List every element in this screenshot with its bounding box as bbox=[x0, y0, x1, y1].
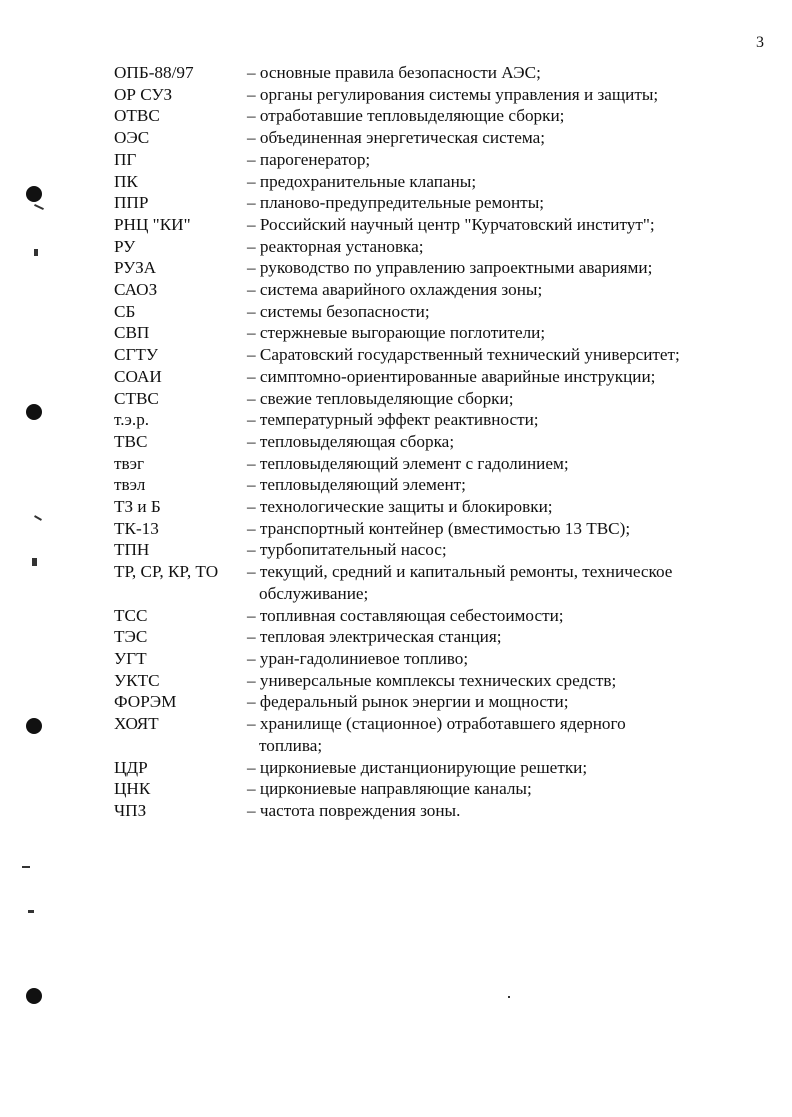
glossary-entry bbox=[114, 344, 754, 366]
definition-text: – федеральный рынок энергии и мощности; bbox=[247, 692, 569, 712]
scan-speck bbox=[34, 249, 38, 256]
definition-text: – руководство по управлению запроектными авариями; bbox=[247, 258, 653, 278]
definition-text: – симптомно-ориентированные аварийные инструкции; bbox=[247, 366, 656, 386]
scan-speck bbox=[34, 515, 42, 521]
definition-text: – турбопитательный насос; bbox=[247, 540, 447, 560]
definition bbox=[247, 214, 754, 236]
definition-text: – Российский научный центр "Курчатовский институт"; bbox=[247, 214, 655, 234]
scan-speck bbox=[28, 910, 34, 913]
glossary-entry bbox=[114, 192, 754, 214]
scan-speck bbox=[22, 866, 30, 868]
definition bbox=[247, 496, 754, 518]
definition-text: – основные правила безопасности АЭС; bbox=[247, 63, 541, 82]
abbreviation: ОПБ-88/97 bbox=[114, 63, 194, 82]
glossary-entry bbox=[114, 62, 754, 84]
glossary-entry bbox=[114, 279, 754, 301]
glossary-entry bbox=[114, 539, 754, 561]
glossary-entry bbox=[114, 691, 754, 713]
definition-text: – температурный эффект реактивности; bbox=[247, 410, 539, 430]
definition-text: – топливная составляющая себестоимости; bbox=[247, 605, 564, 625]
abbreviation: ЧПЗ bbox=[114, 800, 147, 820]
definition bbox=[247, 713, 754, 756]
glossary-entry bbox=[114, 388, 754, 410]
definition-text: – система аварийного охлаждения зоны; bbox=[247, 280, 543, 300]
definition-text: – уран-гадолиниевое топливо; bbox=[247, 648, 469, 668]
definition-text: – частота повреждения зоны. bbox=[247, 800, 461, 820]
definition bbox=[247, 127, 754, 149]
punch-hole-top bbox=[26, 186, 42, 202]
definition bbox=[247, 279, 754, 301]
definition bbox=[247, 648, 754, 670]
glossary-entry bbox=[114, 648, 754, 670]
abbreviation: ТПН bbox=[114, 540, 150, 560]
abbreviation: СБ bbox=[114, 301, 136, 321]
definition bbox=[247, 84, 754, 106]
definition bbox=[247, 518, 754, 540]
definition-text: – органы регулирования системы управления и защиты; bbox=[247, 84, 659, 104]
abbreviation: ХОЯТ bbox=[114, 714, 159, 734]
definition bbox=[247, 561, 754, 604]
glossary-entry bbox=[114, 800, 754, 822]
punch-hole-upper-middle bbox=[26, 404, 42, 420]
definition bbox=[247, 431, 754, 453]
glossary-entry bbox=[114, 214, 754, 236]
glossary-entry bbox=[114, 149, 754, 171]
definition bbox=[247, 257, 754, 279]
abbreviation: ТР, СР, КР, ТО bbox=[114, 562, 219, 582]
abbreviation: ФОРЭМ bbox=[114, 692, 177, 712]
definition bbox=[247, 62, 754, 84]
abbreviation: УКТС bbox=[114, 670, 160, 690]
definition bbox=[247, 409, 754, 431]
glossary-entry bbox=[114, 236, 754, 258]
glossary-entry bbox=[114, 257, 754, 279]
glossary-entry bbox=[114, 105, 754, 127]
abbreviation: ТЗ и Б bbox=[114, 497, 161, 517]
definition bbox=[247, 149, 754, 171]
definition-text: – Саратовский государственный технический университет; bbox=[247, 345, 680, 365]
glossary-entry bbox=[114, 626, 754, 648]
definition bbox=[247, 778, 754, 800]
glossary-entry bbox=[114, 171, 754, 193]
definition bbox=[247, 171, 754, 193]
abbreviation: СВП bbox=[114, 323, 150, 343]
scan-speck bbox=[508, 996, 510, 998]
glossary-entry bbox=[114, 474, 754, 496]
definition-text: – системы безопасности; bbox=[247, 301, 430, 321]
glossary-entry bbox=[114, 605, 754, 627]
abbreviation: РУЗА bbox=[114, 258, 157, 278]
abbreviation: СТВС bbox=[114, 388, 159, 408]
page-number: 3 bbox=[756, 34, 764, 51]
definition-text: – универсальные комплексы технических средств; bbox=[247, 670, 617, 690]
definition-text: – парогенератор; bbox=[247, 149, 371, 169]
definition bbox=[247, 301, 754, 323]
abbreviation: твэл bbox=[114, 475, 146, 495]
abbreviation: ЦДР bbox=[114, 757, 148, 777]
glossary-entry bbox=[114, 778, 754, 800]
glossary-entry bbox=[114, 84, 754, 106]
definition bbox=[247, 453, 754, 475]
definition-text: – текущий, средний и капитальный ремонты, техническое bbox=[247, 562, 673, 582]
definition bbox=[247, 626, 754, 648]
abbreviation: твэг bbox=[114, 453, 145, 473]
abbreviation: ТСС bbox=[114, 605, 148, 625]
glossary-entry bbox=[114, 757, 754, 779]
definition-text: – свежие тепловыделяющие сборки; bbox=[247, 388, 514, 408]
glossary-entry bbox=[114, 453, 754, 475]
definition-text: – тепловыделяющий элемент; bbox=[247, 475, 466, 495]
punch-hole-lower-middle bbox=[26, 718, 42, 734]
abbreviation: РНЦ "КИ" bbox=[114, 214, 191, 234]
glossary-entry bbox=[114, 366, 754, 388]
glossary-entry bbox=[114, 409, 754, 431]
definition bbox=[247, 236, 754, 258]
abbreviation: ПГ bbox=[114, 149, 137, 169]
glossary-entry bbox=[114, 670, 754, 692]
abbreviation: ОЭС bbox=[114, 128, 150, 148]
abbreviation: ТЭС bbox=[114, 627, 148, 647]
abbreviation: ОР СУЗ bbox=[114, 84, 173, 104]
definition-text: – технологические защиты и блокировки; bbox=[247, 497, 553, 517]
abbreviation: СГТУ bbox=[114, 345, 159, 365]
scan-speck bbox=[34, 204, 44, 210]
definition-text: – циркониевые дистанционирующие решетки; bbox=[247, 757, 588, 777]
definition-text: – объединенная энергетическая система; bbox=[247, 128, 546, 148]
glossary-entry bbox=[114, 322, 754, 344]
definition bbox=[247, 105, 754, 127]
definition-text: – предохранительные клапаны; bbox=[247, 171, 477, 191]
definition-text: – стержневые выгорающие поглотители; bbox=[247, 323, 546, 343]
definition bbox=[247, 474, 754, 496]
glossary-entry bbox=[114, 713, 754, 756]
glossary-entry bbox=[114, 496, 754, 518]
glossary-entry bbox=[114, 518, 754, 540]
definition-text: – тепловая электрическая станция; bbox=[247, 627, 502, 647]
definition-continuation: топлива; bbox=[259, 735, 323, 755]
definition bbox=[247, 539, 754, 561]
abbreviation: САОЗ bbox=[114, 280, 158, 300]
definition bbox=[247, 192, 754, 214]
glossary-entry bbox=[114, 431, 754, 453]
abbreviation: УГТ bbox=[114, 648, 147, 668]
definition-text: – отработавшие тепловыделяющие сборки; bbox=[247, 106, 565, 126]
definition bbox=[247, 344, 754, 366]
definition bbox=[247, 388, 754, 410]
definition bbox=[247, 670, 754, 692]
abbreviation: ППР bbox=[114, 193, 149, 213]
definition-text: – планово-предупредительные ремонты; bbox=[247, 193, 545, 213]
abbreviations-list bbox=[114, 62, 754, 822]
abbreviation: ТВС bbox=[114, 431, 148, 451]
definition bbox=[247, 366, 754, 388]
definition bbox=[247, 605, 754, 627]
abbreviation: РУ bbox=[114, 236, 136, 256]
definition-text: – тепловыделяющий элемент с гадолинием; bbox=[247, 453, 569, 473]
abbreviation: ТК-13 bbox=[114, 518, 159, 538]
definition-text: – реакторная установка; bbox=[247, 236, 424, 256]
abbreviation: т.э.р. bbox=[114, 410, 150, 430]
abbreviation: ОТВС bbox=[114, 106, 160, 126]
definition bbox=[247, 691, 754, 713]
glossary-entry bbox=[114, 561, 754, 604]
definition-continuation: обслуживание; bbox=[259, 583, 369, 603]
definition-text: – хранилище (стационное) отработавшего ядерного bbox=[247, 714, 626, 734]
punch-hole-bottom bbox=[26, 988, 42, 1004]
abbreviation: ЦНК bbox=[114, 779, 151, 799]
scan-speck bbox=[32, 558, 37, 566]
abbreviation: ПК bbox=[114, 171, 138, 191]
definition-text: – тепловыделяющая сборка; bbox=[247, 431, 455, 451]
definition-text: – транспортный контейнер (вместимостью 13 ТВС); bbox=[247, 518, 631, 538]
definition bbox=[247, 800, 754, 822]
definition bbox=[247, 322, 754, 344]
abbreviation: СОАИ bbox=[114, 366, 162, 386]
definition bbox=[247, 757, 754, 779]
definition-text: – циркониевые направляющие каналы; bbox=[247, 779, 532, 799]
glossary-entry bbox=[114, 127, 754, 149]
glossary-entry bbox=[114, 301, 754, 323]
